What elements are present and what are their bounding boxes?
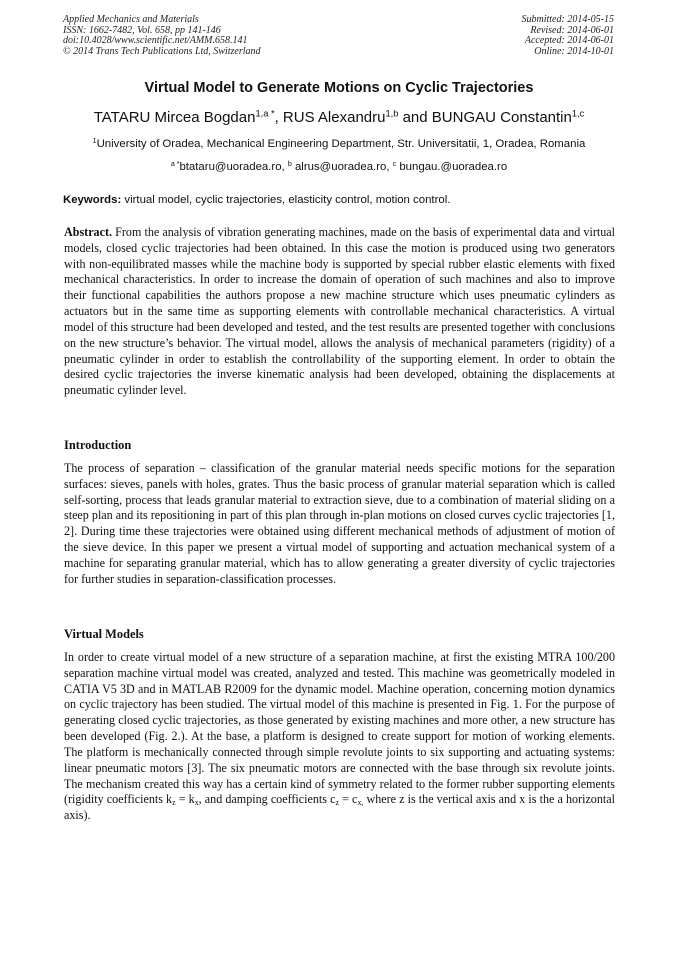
abstract (64, 225, 615, 399)
subscript: z (335, 798, 339, 808)
paper-title: Virtual Model to Generate Motions on Cyclic Trajectories (144, 80, 534, 96)
journal-issn: ISSN: 1662-7482, Vol. 658, pp 141-146 (63, 24, 221, 36)
author-emails (0, 161, 678, 173)
section-heading-virtual-models: Virtual Models (64, 627, 144, 641)
author-list (0, 109, 678, 126)
date-submitted: Submitted: 2014-05-15 (521, 14, 614, 25)
subscript: x (194, 798, 199, 808)
publication-dates (522, 15, 615, 57)
keywords-label: Keywords: (63, 194, 122, 206)
author-name: RUS Alexandru (282, 109, 386, 126)
introduction-paragraph: The process of separation – classification of the granular material needs specific motions for the separation surfaces: sieves, panels with holes, grates. Thus the basic process of granular material separation which is called self-sorting, process that leads granular material to extraction sieve, due to a combination of material sliding on a steep plan and its repositioning in part of this plan through in-plan motions on closed curves cyclic trajectories [1, 2]. During time these trajectories were obtained using different mechanical methods of adjustment of motion of the sieve device. In this paper we present a virtual model of supporting and actuation mechanical system of a machine for separating granular material, which has to allow generating a greater diversity of cyclic trajectories for further studies in separation-classification processes. (64, 461, 615, 586)
email-mark: a * (170, 160, 180, 168)
abstract-label: Abstract. (64, 225, 113, 239)
email-address[interactable]: alrus@uoradea.ro, (291, 161, 393, 173)
date-revised: Revised: 2014-06-01 (530, 24, 614, 36)
affiliation-mark: 1 (92, 137, 97, 145)
journal-doi[interactable]: doi:10.4028/www.scientific.net/AMM.658.141 (63, 35, 248, 47)
abstract-text: From the analysis of vibration generating machines, made on the basis of experimental data and virtual models, closed cyclic trajectories had been obtained. In this case the motion is produced using two generators with non-equilibrated masses while the machine body is supported by special rubber elastic elements with fixed mechanical characteristics. In order to increase the domain of operation of such machines and also to improve their functional capabilities the authors propose a new machine structure which uses pneumatic cylinders as actuators but in the same time as supporting elements with controllable mechanical characteristics. A virtual model of this structure had been developed and tested, and the test results are presented together with conclusions on the new structure’s behavior. The virtual model, allows the analysis of mechanical parameters (rigidity) of a pneumatic cylinder in order to establish the controllability of the supporting element. In order to obtain the desired cyclic trajectories the inverse kinematic analysis had been developed, obtaining the displacements at pneumatic cylinder level. (64, 225, 615, 398)
email-address[interactable]: bungau.@uoradea.ro (396, 161, 508, 173)
author-affiliation-mark: 1,a * (255, 108, 275, 119)
email-mark: b (287, 160, 292, 168)
email-address[interactable]: btataru@uoradea.ro, (179, 161, 288, 173)
journal-info (63, 15, 261, 57)
equation-text: = c (339, 792, 358, 807)
virtual-models-paragraph (64, 650, 615, 824)
author-separator: and (398, 109, 432, 126)
virtual-models-text: , and damping coefficients c (198, 792, 336, 807)
author-name: BUNGAU Constantin (431, 109, 572, 126)
section-heading-introduction: Introduction (64, 438, 132, 452)
date-accepted: Accepted: 2014-06-01 (524, 35, 614, 47)
virtual-models-text: where z is the vertical axis and x is the a horizontal axis). (64, 792, 615, 823)
subscript: x, (357, 798, 364, 808)
journal-name: Applied Mechanics and Materials (63, 14, 199, 25)
author-affiliation-mark: 1,b (385, 108, 399, 119)
affiliation (0, 138, 678, 150)
keywords-line (63, 194, 618, 206)
email-mark: c (392, 160, 397, 168)
author-affiliation-mark: 1,c (571, 108, 585, 119)
author-separator: , (274, 109, 283, 126)
date-online: Online: 2014-10-01 (534, 45, 614, 57)
virtual-models-text: In order to create virtual model of a new structure of a separation machine, at first the existing MTRA 100/200 separation machine virtual model was created, analyzed and tested. This machine was geometrically modeled in CATIA V5 3D and in MATLAB R2009 for the dynamic model. Machine operation, concerning motion dynamics on cyclic trajectory has been studied. The virtual model of this machine is presented in Fig. 1. For the purpose of generating closed cyclic trajectories, as those generated by existing machines and more other, a new structure has been developed (Fig. 2.). At the base, a platform is designed to create support for motion of working elements. The platform is mechanically connected through simple revolute joints to six supporting and actuating systems: linear pneumatic motors [3]. The six pneumatic motors are connected with the base through six revolute joints. The mechanism created this way has a certain kind of symmetry related to the former rubber supporting elements (rigidity coefficients k (64, 650, 615, 807)
author-name: TATARU Mircea Bogdan (93, 109, 256, 126)
subscript: z (172, 798, 176, 808)
equation-text: = k (175, 792, 195, 807)
journal-copyright: © 2014 Trans Tech Publications Ltd, Switzerland (63, 45, 261, 57)
keywords-text: virtual model, cyclic trajectories, elasticity control, motion control. (121, 194, 451, 206)
affiliation-text: University of Oradea, Mechanical Engineering Department, Str. Universitatii, 1, Oradea, Romania (96, 138, 586, 150)
